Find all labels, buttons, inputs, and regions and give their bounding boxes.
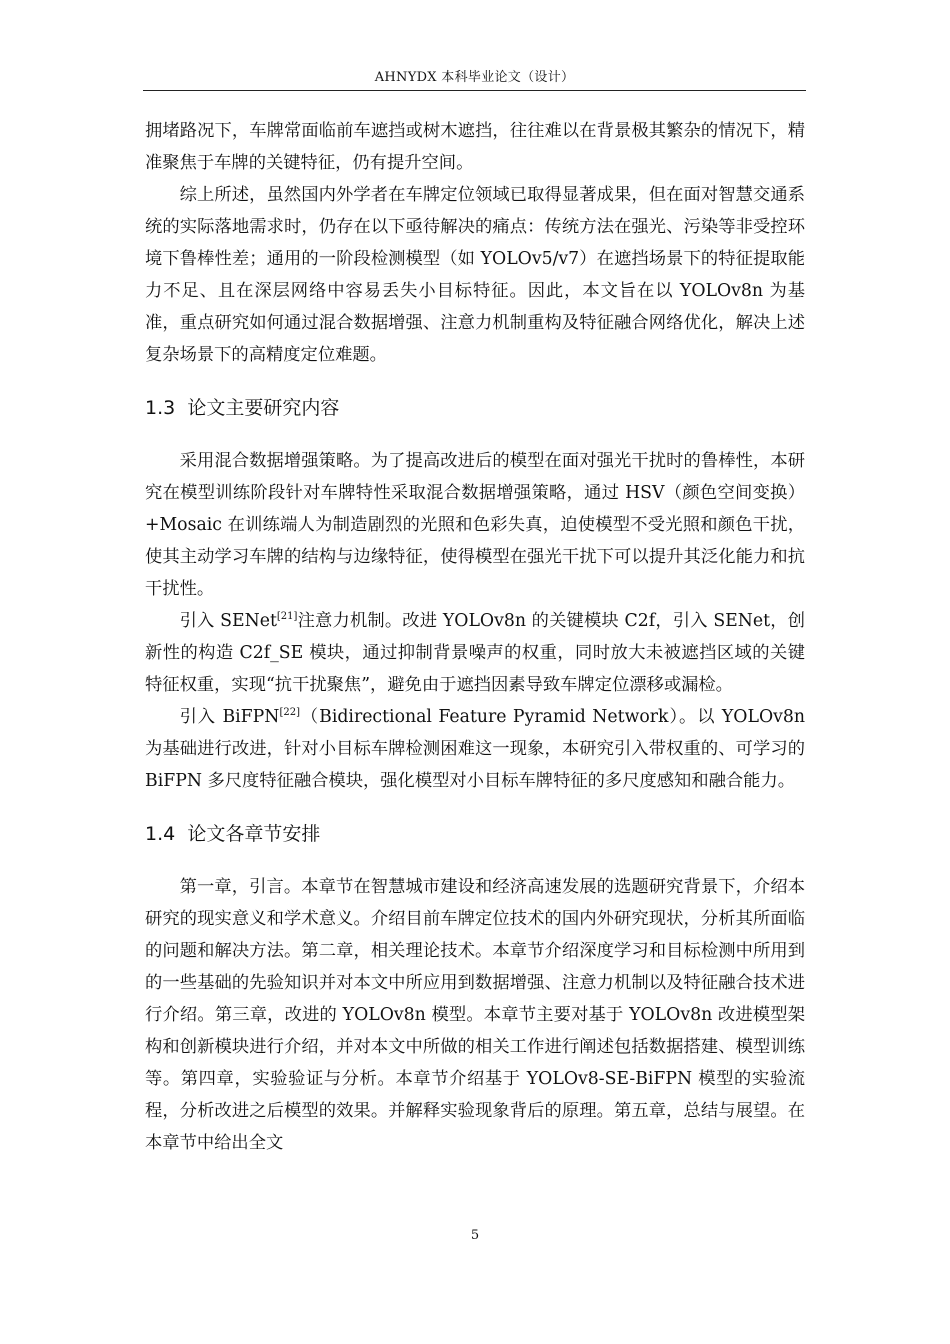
section-heading-1-3 [145,396,805,420]
page-body [145,115,805,1159]
paragraph-continued: 拥堵路况下，车牌常面临前车遮挡或树木遮挡，往往难以在背景极其繁杂的情况下，精准聚焦于车牌的关键特征，仍有提升空间。 [145,121,805,173]
citation-ref: [22] [279,707,300,718]
header-rule [143,90,806,91]
section-title: 论文各章节安排 [187,823,321,845]
page-number: 5 [470,1228,480,1243]
section-number: 1.3 [145,397,176,419]
running-header: AHNYDX 本科毕业论文（设计） [374,70,575,85]
paragraph-summary: 综上所述，虽然国内外学者在车牌定位领域已取得显著成果，但在面对智慧交通系统的实际落地需求时，仍存在以下亟待解决的痛点：传统方法在强光、污染等非受控环境下鲁棒性差；通用的一阶段检测模型（如 YOLOv5/v7）在遮挡场景下的特征提取能力不足、且在深层网络中容易丢失小目标特征。因此，本文旨在以 YOLOv8n 为基准，重点研究如何通过混合数据增强、注意力机制重构及特征融合网络优化，解决上述复杂场景下的高精度定位难题。 [145,185,805,365]
text-run: 引入 SENet [179,611,277,631]
text-run: （Bidirectional Feature Pyramid Network）。以 YOLOv8n 为基础进行改进，针对小目标车牌检测困难这一现象，本研究引入带权重的、可学习的 BiFPN 多尺度特征融合模块，强化模型对小目标车牌特征的多尺度感知和融合能力。 [145,707,805,791]
section-title: 论文主要研究内容 [187,397,340,419]
paragraph-data-augmentation: 采用混合数据增强策略。为了提高改进后的模型在面对强光干扰时的鲁棒性，本研究在模型训练阶段针对车牌特性采取混合数据增强策略，通过 HSV（颜色空间变换）+Mosaic 在训练端人为制造剧烈的光照和色彩失真，迫使模型不受光照和颜色干扰，使其主动学习车牌的结构与边缘特征，使得模型在强光干扰下可以提升其泛化能力和抗干扰性。 [145,451,805,599]
paragraph-senet [145,605,805,701]
section-number: 1.4 [145,823,176,845]
text-run: 注意力机制。改进 YOLOv8n 的关键模块 C2f，引入 SENet，创新性的构造 C2f_SE 模块，通过抑制背景噪声的权重，同时放大未被遮挡区域的关键特征权重，实现“抗干扰聚焦”，避免由于遮挡因素导致车牌定位漂移或漏检。 [145,611,805,695]
section-heading-1-4 [145,822,805,846]
paragraph-chapter-outline: 第一章，引言。本章节在智慧城市建设和经济高速发展的选题研究背景下，介绍本研究的现实意义和学术意义。介绍目前车牌定位技术的国内外研究现状，分析其所面临的问题和解决方法。第二章，相关理论技术。本章节介绍深度学习和目标检测中所用到的一些基础的先验知识并对本文中所应用到数据增强、注意力机制以及特征融合技术进行介绍。第三章，改进的 YOLOv8n 模型。本章节主要对基于 YOLOv8n 改进模型架构和创新模块进行介绍，并对本文中所做的相关工作进行阐述包括数据搭建、模型训练等。第四章，实验验证与分析。本章节介绍基于 YOLOv8-SE-BiFPN 模型的实验流程，分析改进之后模型的效果。并解释实验现象背后的原理。第五章，总结与展望。在本章节中给出全文 [145,877,805,1153]
citation-ref: [21] [276,611,298,622]
paragraph-bifpn [145,701,805,797]
text-run: 引入 BiFPN [179,707,280,727]
